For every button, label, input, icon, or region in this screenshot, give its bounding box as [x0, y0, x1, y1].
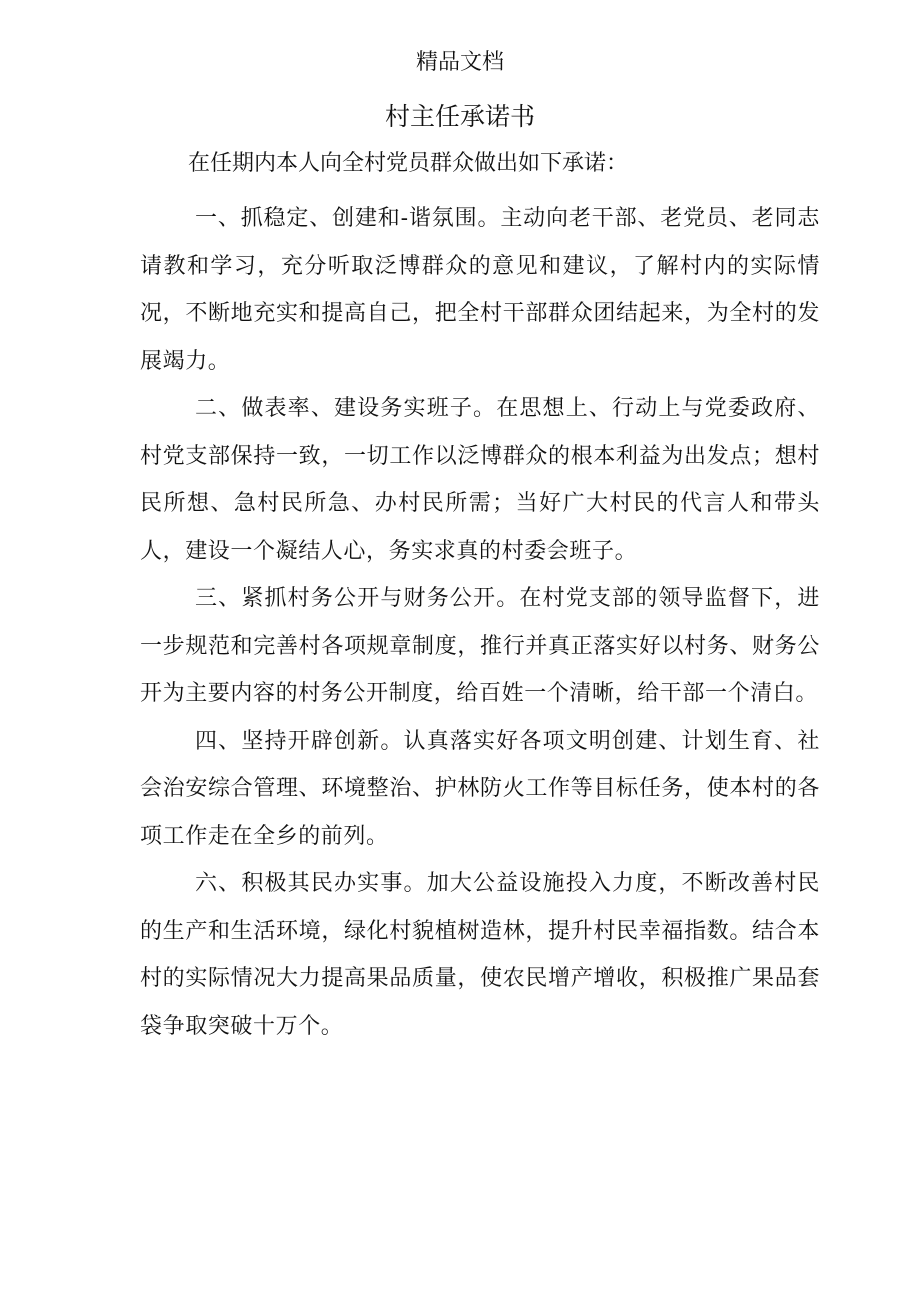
commitment-paragraph-4: 四、坚持开辟创新。认真落实好各项文明创建、计划生育、社会治安综合管理、环境整治、护林防火工作等目标任务，使本村的各项工作走在全乡的前列。 [140, 728, 820, 849]
document-title: 村主任承诺书 [384, 102, 535, 131]
document-body [140, 195, 820, 1050]
commitment-paragraph-6: 六、积极其民办实事。加大公益设施投入力度，不断改善村民的生产和生活环境，绿化村貌植树造林，提升村民幸福指数。结合本村的实际情况大力提高果品质量，使农民增产增收，积极推广果品套袋争取突破十万个。 [140, 871, 820, 1039]
commitment-paragraph-2: 二、做表率、建设务实班子。在思想上、行动上与党委政府、村党支部保持一致，一切工作以泛博群众的根本利益为出发点；想村民所想、急村民所急、办村民所需；当好广大村民的代言人和带头人，建设一个凝结人心，务实求真的村委会班子。 [140, 396, 820, 564]
commitment-paragraph-3: 三、紧抓村务公开与财务公开。在村党支部的领导监督下，进一步规范和完善村各项规章制度，推行并真正落实好以村务、财务公开为主要内容的村务公开制度，给百姓一个清晰，给干部一个清白。 [140, 586, 820, 706]
page-header: 精品文档 [415, 50, 504, 75]
intro-line: 在任期内本人向全村党员群众做出如下承诺： [188, 151, 629, 176]
commitment-paragraph-1: 一、抓稳定、创建和-谐氛围。主动向老干部、老党员、老同志请教和学习，充分听取泛博群众的意见和建议，了解村内的实际情况，不断地充实和提高自己，把全村干部群众团结起来，为全村的发展竭力。 [140, 206, 820, 374]
